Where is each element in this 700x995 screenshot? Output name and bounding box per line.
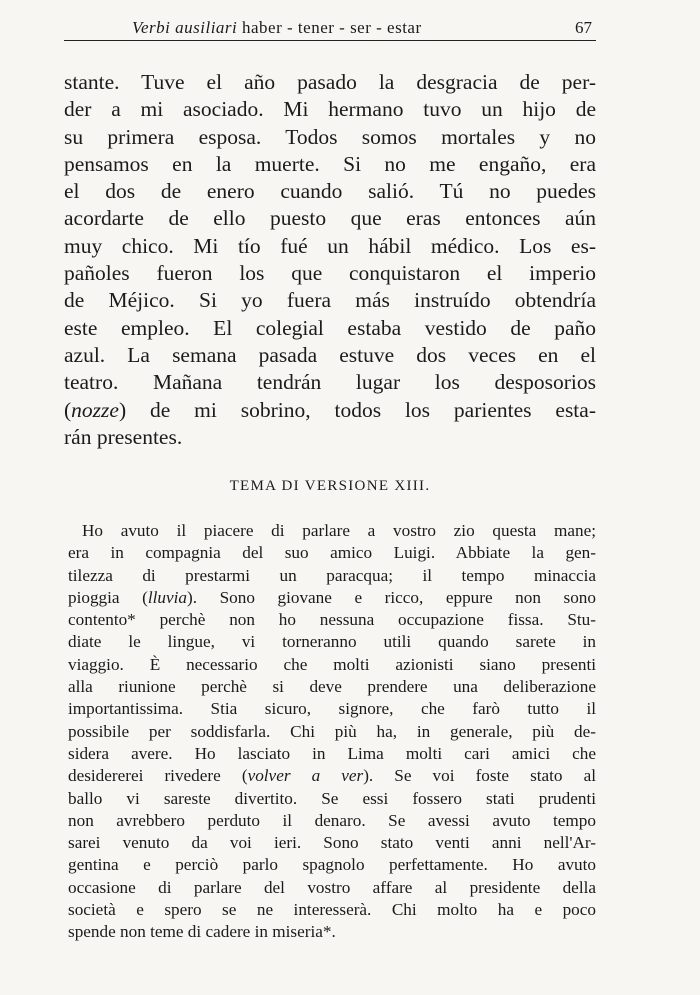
running-title-rest: haber - tener - ser - estar: [242, 18, 422, 37]
italic-term: lluvia: [147, 587, 187, 607]
exercise-line: Ho avuto il piacere di parlare a vostro zio questa mane;: [82, 521, 596, 540]
text-line: stante. Tuve el año pasado la desgracia de per-: [64, 70, 596, 94]
exercise-line: contento* perchè non ho nessuna occupazione fissa. Stu-: [68, 610, 596, 630]
section-heading: TEMA DI VERSIONE XIII.: [229, 478, 431, 494]
exercise-paragraph: [68, 542, 596, 943]
text-line: acordarte de ello puesto que eras entonces aún: [64, 206, 596, 231]
text-line: pensamos en la muerte. Si no me engaño, era: [64, 151, 596, 176]
text-line: rán presentes.: [64, 424, 183, 449]
page-number: 67: [575, 18, 592, 37]
exercise-line: società e spero se ne interesserà. Chi molto ha e poco: [68, 900, 596, 920]
text-line: de Méjico. Si yo fuera más instruído obtendría: [64, 288, 596, 313]
text-fragment: desidererei rivedere (: [68, 766, 248, 786]
exercise-line: occasione di parlare del vostro affare al presidente della: [68, 877, 596, 897]
text-line: der a mi asociado. Mi hermano tuvo un hijo de: [64, 97, 596, 122]
exercise-line: alla riunione perchè si deve prendere una deliberazione: [68, 677, 596, 697]
main-paragraph: [64, 69, 596, 451]
text-line: azul. La semana pasada estuve dos veces en el: [64, 342, 596, 367]
exercise-line: non avrebbero perduto il denaro. Se avessi avuto tempo: [68, 810, 596, 830]
running-title-italic: Verbi ausiliari: [132, 18, 238, 37]
exercise-line: [68, 765, 596, 787]
exercise-line: era in compagnia del suo amico Luigi. Abbiate la gen-: [68, 543, 596, 563]
running-title: [132, 18, 422, 38]
italic-term: volver a ver: [247, 766, 364, 786]
text-line: este empleo. El colegial estaba vestido de paño: [64, 315, 596, 340]
exercise-line: possibile per soddisfarla. Chi più ha, in generale, più de-: [68, 721, 596, 741]
exercise-line: viaggio. È necessario che molti azionisti siano presenti: [68, 654, 596, 674]
exercise-line: sarei venuto da voi ieri. Sono stato venti anni nell'Ar-: [68, 833, 596, 853]
italic-term: nozze: [71, 397, 119, 422]
text-fragment: pioggia (: [68, 587, 148, 607]
exercise-line: tilezza di prestarmi un paracqua; il tempo minaccia: [68, 565, 596, 585]
text-line: su primera esposa. Todos somos mortales y no: [64, 124, 596, 149]
text-line: [64, 397, 596, 424]
exercise-line: [68, 587, 596, 609]
text-fragment: (: [64, 397, 72, 422]
text-line: el dos de enero cuando salió. Tú no puedes: [64, 179, 596, 204]
exercise-line: ballo vi sareste divertito. Se essi fossero stati prudenti: [68, 788, 596, 808]
running-header: [64, 14, 596, 41]
text-line: pañoles fueron los que conquistaron el imperio: [64, 261, 596, 286]
exercise-line: diate le lingue, vi torneranno utili quando sarete in: [68, 632, 596, 652]
exercise-line: gentina e perciò parlo spagnolo perfettamente. Ho avuto: [68, 855, 596, 875]
text-line: muy chico. Mi tío fué un hábil médico. Los es-: [64, 233, 596, 258]
text-line: teatro. Mañana tendrán lugar los desposorios: [64, 370, 596, 395]
exercise-first-line: [82, 520, 596, 542]
exercise-line: spende non teme di cadere in miseria*.: [68, 922, 336, 942]
exercise-line: importantissima. Stia sicuro, signore, che farò tutto il: [68, 699, 596, 719]
text-fragment: ). Sono giovane e ricco, eppure non sono: [187, 587, 596, 607]
text-fragment: ). Se voi foste stato al: [363, 766, 597, 786]
text-fragment: ) de mi sobrino, todos los parientes esta-: [118, 397, 596, 422]
exercise-line: sidera avere. Ho lasciato in Lima molti cari amici che: [68, 743, 596, 763]
